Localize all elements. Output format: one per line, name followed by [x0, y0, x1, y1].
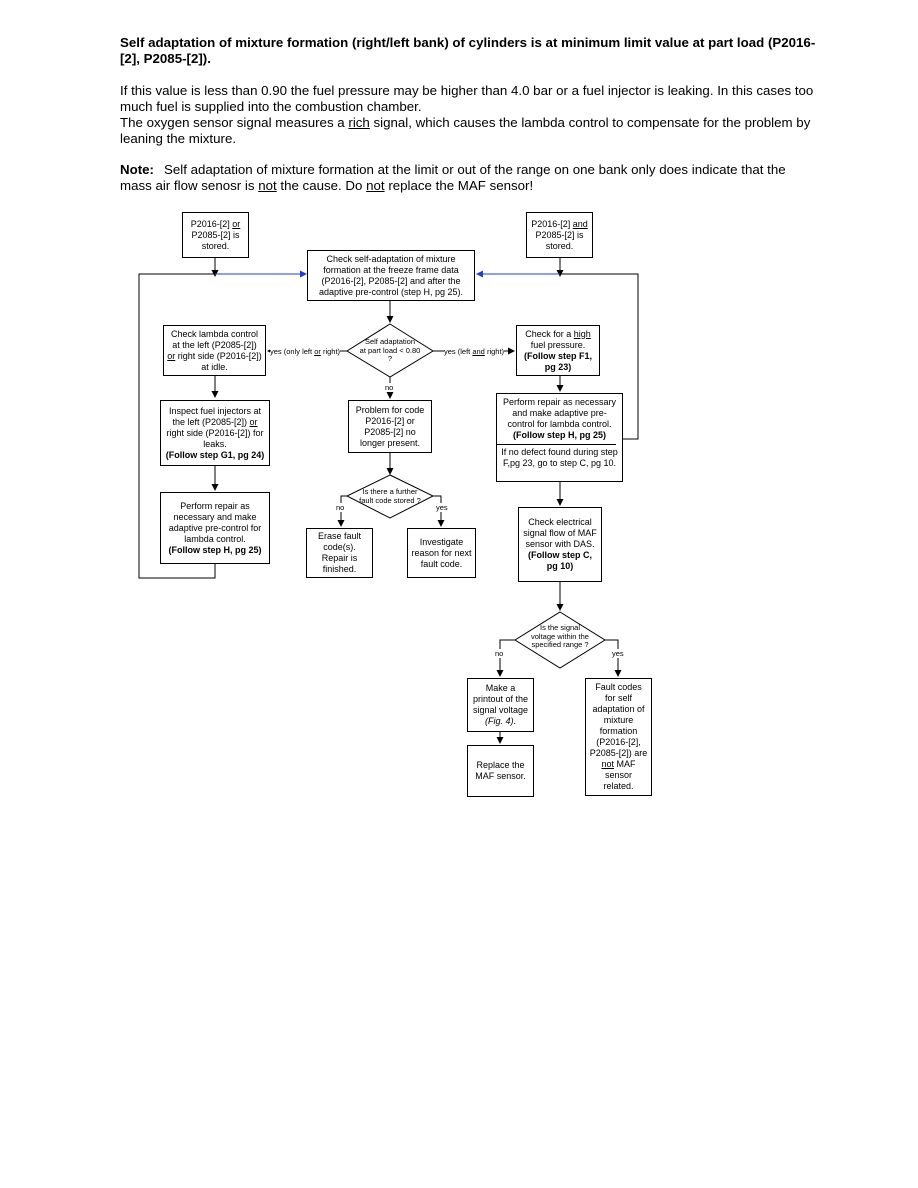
label-yes-2: yes	[436, 503, 448, 512]
label-no-1: no	[385, 383, 394, 392]
replace-maf-box: Replace the MAF sensor.	[467, 745, 534, 797]
fault-codes-not-maf-box: Fault codes for self adaptation of mixture formation (P2016-[2], P2085-[2]) are not MAF sensor related.	[585, 678, 652, 796]
decision2-text: Is there a further fault code stored ?	[359, 487, 421, 505]
decision3-text: Is the signal voltage within the specified range ?	[531, 623, 589, 649]
label-yes-3: yes	[612, 649, 624, 658]
oxygen-sensor-paragraph: The oxygen sensor signal measures a rich signal, which causes the lambda control to compensate for the problem by leaning the mixture.	[120, 115, 811, 146]
label-yes-both-sides: yes (left and right)	[444, 347, 505, 356]
erase-fault-box: Erase fault code(s). Repair is finished.	[306, 528, 373, 578]
repair-left-box: Perform repair as necessary and make adaptive pre-control for lambda control. (Follow step H, pg 25)	[160, 492, 270, 564]
intro-paragraph: If this value is less than 0.90 the fuel pressure may be higher than 4.0 bar or a fuel injector is leaking. In this cases too much fuel is supplied into the combustion chamber.	[120, 83, 814, 114]
problem-no-longer-present-box: Problem for code P2016-[2] or P2085-[2] no longer present.	[348, 400, 432, 453]
label-yes-one-side: yes (only left or right)	[270, 347, 341, 356]
start-right-box: P2016-[2] and P2085-[2] is stored.	[526, 212, 593, 258]
decision1-text: Self adaptation at part load < 0.80 ?	[359, 337, 421, 363]
start-left-box: P2016-[2] or P2085-[2] is stored.	[182, 212, 249, 258]
label-no-3: no	[495, 649, 504, 658]
printout-box: Make a printout of the signal voltage (Fig. 4).	[467, 678, 534, 732]
label-no-2: no	[336, 503, 345, 512]
check-fuel-pressure-box: Check for a high fuel pressure. (Follow step F1, pg 23)	[516, 325, 600, 376]
page-title: Self adaptation of mixture formation (right/left bank) of cylinders is at minimum limit value at part load (P2016-[2], P2085-[2]).	[120, 35, 816, 66]
check-electrical-box: Check electrical signal flow of MAF sensor with DAS. (Follow step C, pg 10)	[518, 507, 602, 582]
inspect-injectors-box: Inspect fuel injectors at the left (P2085-[2]) or right side (P2016-[2]) for leaks. (Follow step G1, pg 24)	[160, 400, 270, 466]
check-self-adaptation-box: Check self-adaptation of mixture formation at the freeze frame data (P2016-[2], P2085-[2] and after the adaptive pre-control (step H, pg 25).	[307, 250, 475, 301]
check-lambda-box: Check lambda control at the left (P2085-[2]) or right side (P2016-[2]) at idle.	[163, 325, 266, 376]
investigate-box: Investigate reason for next fault code.	[407, 528, 476, 578]
repair-right-box: Perform repair as necessary and make adaptive pre-control for lambda control. (Follow step H, pg 25) If no defect found during step F,pg 23, go to step C, pg 10.	[496, 393, 623, 482]
note-label: Note:	[120, 162, 154, 177]
note-paragraph: Note: Self adaptation of mixture formation at the limit or out of the range on one bank only does indicate that the mass air flow senosr is not the cause. Do not replace the MAF sensor!	[120, 162, 786, 193]
